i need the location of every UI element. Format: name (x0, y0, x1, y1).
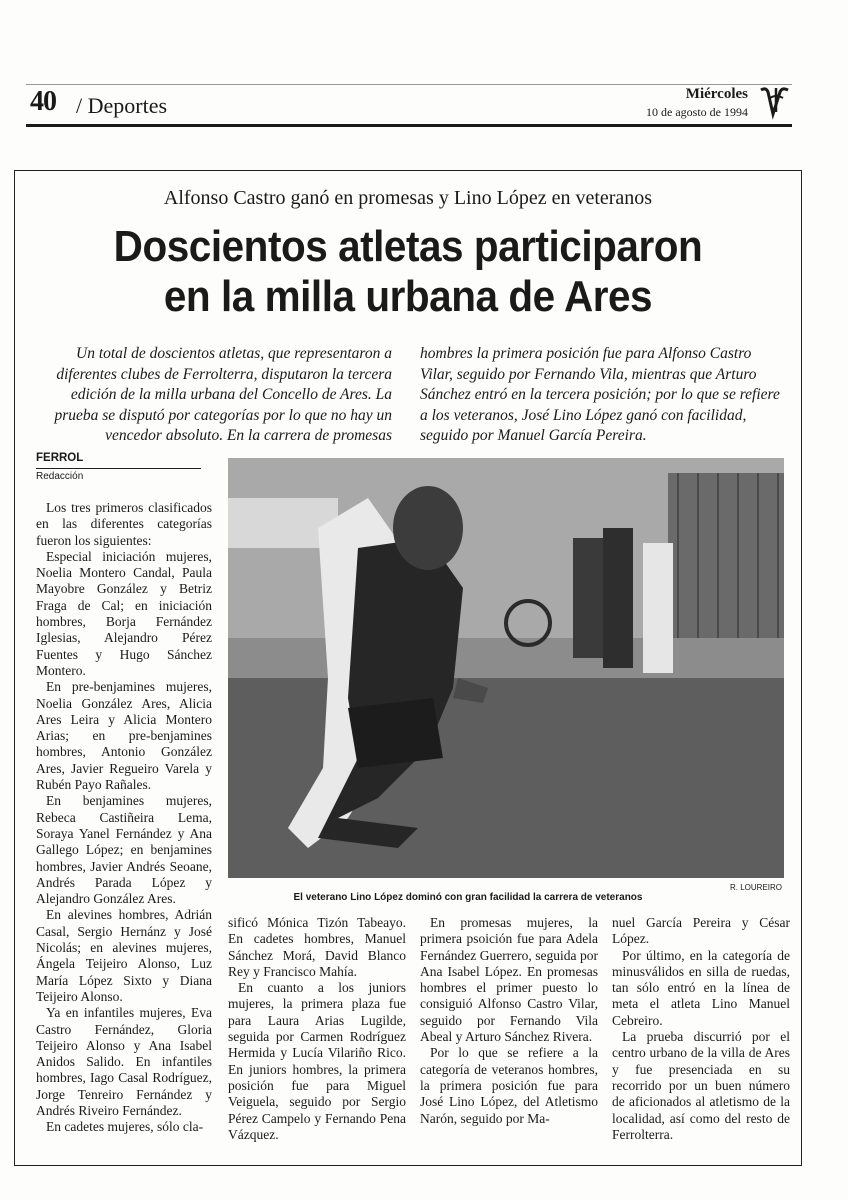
issue-day: Miércoles (685, 86, 748, 102)
body-column-1 (36, 500, 212, 1136)
photo-caption: El veterano Lino López dominó con gran facilidad la carrera de veteranos (293, 892, 643, 903)
photo-runners-illustration (228, 458, 784, 878)
dateline-location: FERROL (36, 452, 84, 464)
page-number: 40 (30, 86, 56, 117)
paragraph: La prueba discurrió por el centro urbano de la villa de Ares y fue presenciada en su recorrido por un buen número de aficionados al atletismo de la localidad, así como del resto de Ferrolterra. (612, 1029, 790, 1142)
paragraph: En pre-benjamines mujeres, Noelia González Ares, Alicia Ares Leira y Alicia Montero Arias; en pre-benjamines hombres, Antonio González Ares, Javier Regueiro Varela y Rubén Payo Rañales. (36, 679, 212, 793)
photo-credit: R. LOUREIRO (730, 883, 783, 892)
article-photo (228, 458, 784, 878)
newspaper-logo-icon (758, 84, 794, 120)
body-column-2 (228, 915, 406, 1143)
paragraph: nuel García Pereira y César López. (612, 915, 790, 947)
paragraph: En benjamines mujeres, Rebeca Castiñeira Lema, Soraya Yanel Fernández y Ana Gallego López; en benjamines hombres, Javier Andrés Seoane, Andrés Parada López y Alejandro González Ares. (36, 793, 212, 907)
paragraph: Ya en infantiles mujeres, Eva Castro Fernández, Gloria Teijeiro Alonso y Ana Isabel Anidos Salido. En infantiles hombres, Iago Casal Rodríguez, Jorge Tenreiro Fernández y Andrés Riveiro Fernández. (36, 1005, 212, 1118)
section-name: / Deportes (76, 93, 168, 118)
byline-author (36, 471, 201, 482)
paragraph: En alevines hombres, Adrián Casal, Sergio Hernánz y José Nicolás; en alevines mujeres, Ángela Teijeiro Alonso, Luz María López Sixto y Diana Teijeiro Alonso. (36, 907, 212, 1004)
paragraph: Por lo que se refiere a la categoría de veteranos hombres, la primera posición fue para José Lino López, del Atletismo Narón, seguido por Ma- (420, 1045, 598, 1126)
paragraph: En cadetes mujeres, sólo cla- (46, 1119, 204, 1135)
paragraph: Especial iniciación mujeres, Noelia Montero Candal, Paula Mayobre González y Betriz Fraga de Cal; en iniciación hombres, Borja Fernández Iglesias, Alejandro Pérez Fuentes y Hugo Sánchez Montero. (36, 548, 212, 678)
lead-left: Un total de doscientos atletas, que representaron a diferentes clubes de Ferrolterra, disputaron la tercera edición de la milla urbana del Concello de Ares. La prueba se disputó por categorías por lo que no hay un vencedor absoluto. En la carrera de promesas (54, 345, 392, 444)
paragraph: Los tres primeros clasificados en las diferentes categorías fueron los siguientes: (36, 500, 212, 548)
paragraph: Por último, en la categoría de minusválidos en silla de ruedas, tan sólo entró en la línea de meta el atleta Lino Manuel Cebreiro. (612, 947, 790, 1028)
lead-right: hombres la primera posición fue para Alfonso Castro Vilar, seguido por Fernando Vila, mientras que Arturo Sánchez entró en la tercera posición; por lo que se refiere a los veteranos, José Lino López ganó con facilidad, seguido por Manuel García Pereira. (420, 345, 780, 444)
body-column-4 (612, 915, 790, 1143)
top-hairline (26, 84, 792, 85)
issue-date: 10 de agosto de 1994 (646, 105, 748, 119)
masthead-rule (26, 124, 792, 127)
article-kicker: Alfonso Castro ganó en promesas y Lino López en veteranos (163, 187, 653, 209)
body-column-3 (420, 915, 598, 1127)
byline-rule (36, 468, 201, 469)
headline-line-2: en la milla urbana de Ares (163, 272, 653, 321)
byline-credit: Redacción (36, 471, 84, 482)
headline-line-1: Doscientos atletas participaron (113, 222, 703, 271)
byline (36, 452, 201, 464)
paragraph: En promesas mujeres, la primera psoición fue para Adela Fernández Guerrero, seguida por Ana Isabel López. En promesas hombres el primer puesto lo consiguió Alfonso Castro Vilar, seguido por Fernando Vila Abeal y Arturo Sánchez Rivera. (420, 915, 598, 1045)
article-headline (46, 222, 771, 322)
paragraph: sificó Mónica Tizón Tabeayo. En cadetes hombres, Manuel Sánchez Morá, David Blanco Rey y Francisco Mahía. (228, 915, 406, 979)
paragraph: En cuanto a los juniors mujeres, la primera plaza fue para Laura Arias Lugilde, seguida por Carmen Rodríguez Hermida y Lucía Vilariño Rico. En juniors hombres, la primera posición fue para Miguel Veiguela, seguido por Sergio Pérez Campelo y Fernando Pena Vázquez. (228, 980, 406, 1142)
